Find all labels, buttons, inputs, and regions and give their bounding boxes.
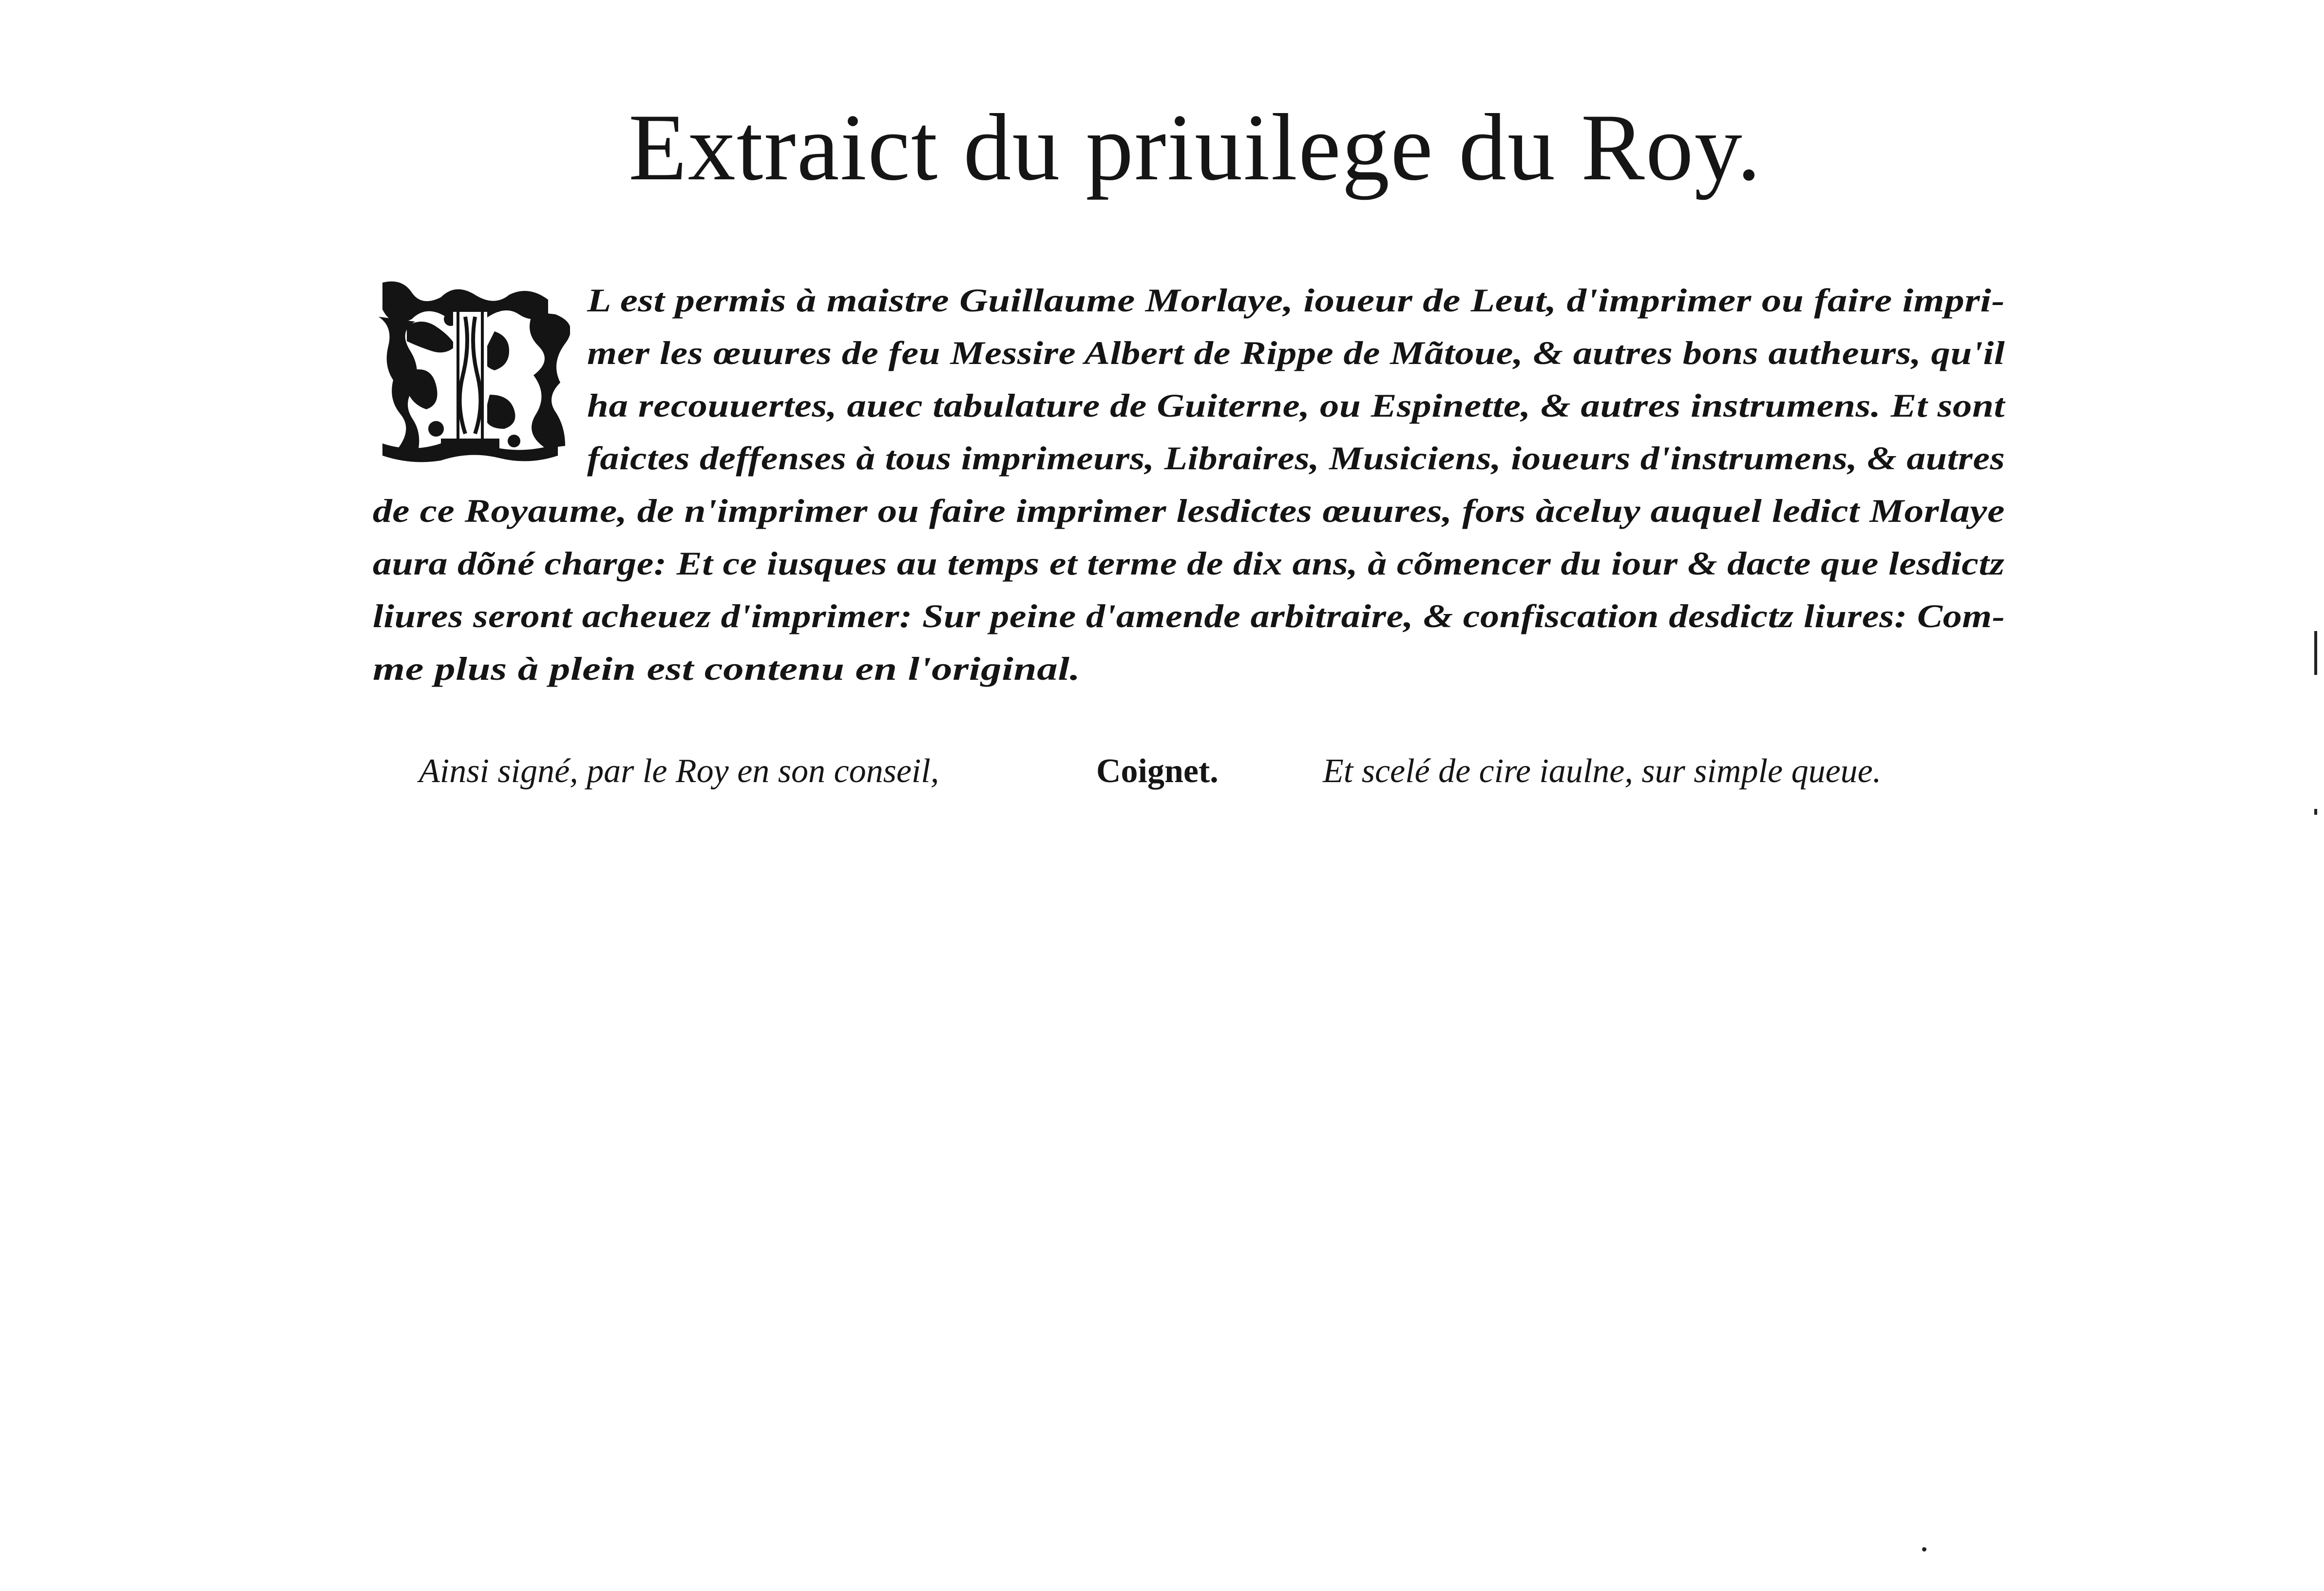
margin-mark <box>2314 809 2317 815</box>
body-line: me plus à plein est contenu en l'original. <box>373 650 1081 687</box>
page-title: Extraict du priuilege du Roy. <box>629 95 1762 200</box>
privilege-text-block <box>373 273 2005 697</box>
body-line: aura dõné charge: Et ce iusques au temps et terme de dix ans, à cõmencer du iour & dacte que lesdictz <box>373 545 2005 582</box>
signature-attestation: Ainsi signé, par le Roy en son conseil, <box>419 752 939 790</box>
body-line: ha recouuertes, auec tabulature de Guiterne, ou Espinette, & autres instrumens. Et sont <box>587 387 2005 424</box>
signatory-name: Coignet. <box>1096 752 1219 790</box>
ink-speck <box>1922 1547 1926 1552</box>
margin-mark <box>2314 631 2317 675</box>
body-line: mer les œuures de feu Messire Albert de Rippe de Mãtoue, & autres bons autheurs, qu'il <box>587 334 2005 371</box>
body-line: L est permis à maistre Guillaume Morlaye, ioueur de Leut, d'imprimer ou faire impri- <box>587 282 2005 319</box>
seal-note: Et scelé de cire iaulne, sur simple queue. <box>1323 752 1882 790</box>
body-line: liures seront acheuez d'imprimer: Sur peine d'amende arbitraire, & confiscation desdictz liures: Com- <box>373 597 2005 634</box>
decorated-initial-letter <box>373 273 570 465</box>
body-line: faictes deffenses à tous imprimeurs, Libraires, Musiciens, ioueurs d'instrumens, & autres <box>587 440 2005 477</box>
body-line: de ce Royaume, de n'imprimer ou faire imprimer lesdictes œuures, fors àceluy auquel ledict Morlaye <box>373 492 2005 529</box>
